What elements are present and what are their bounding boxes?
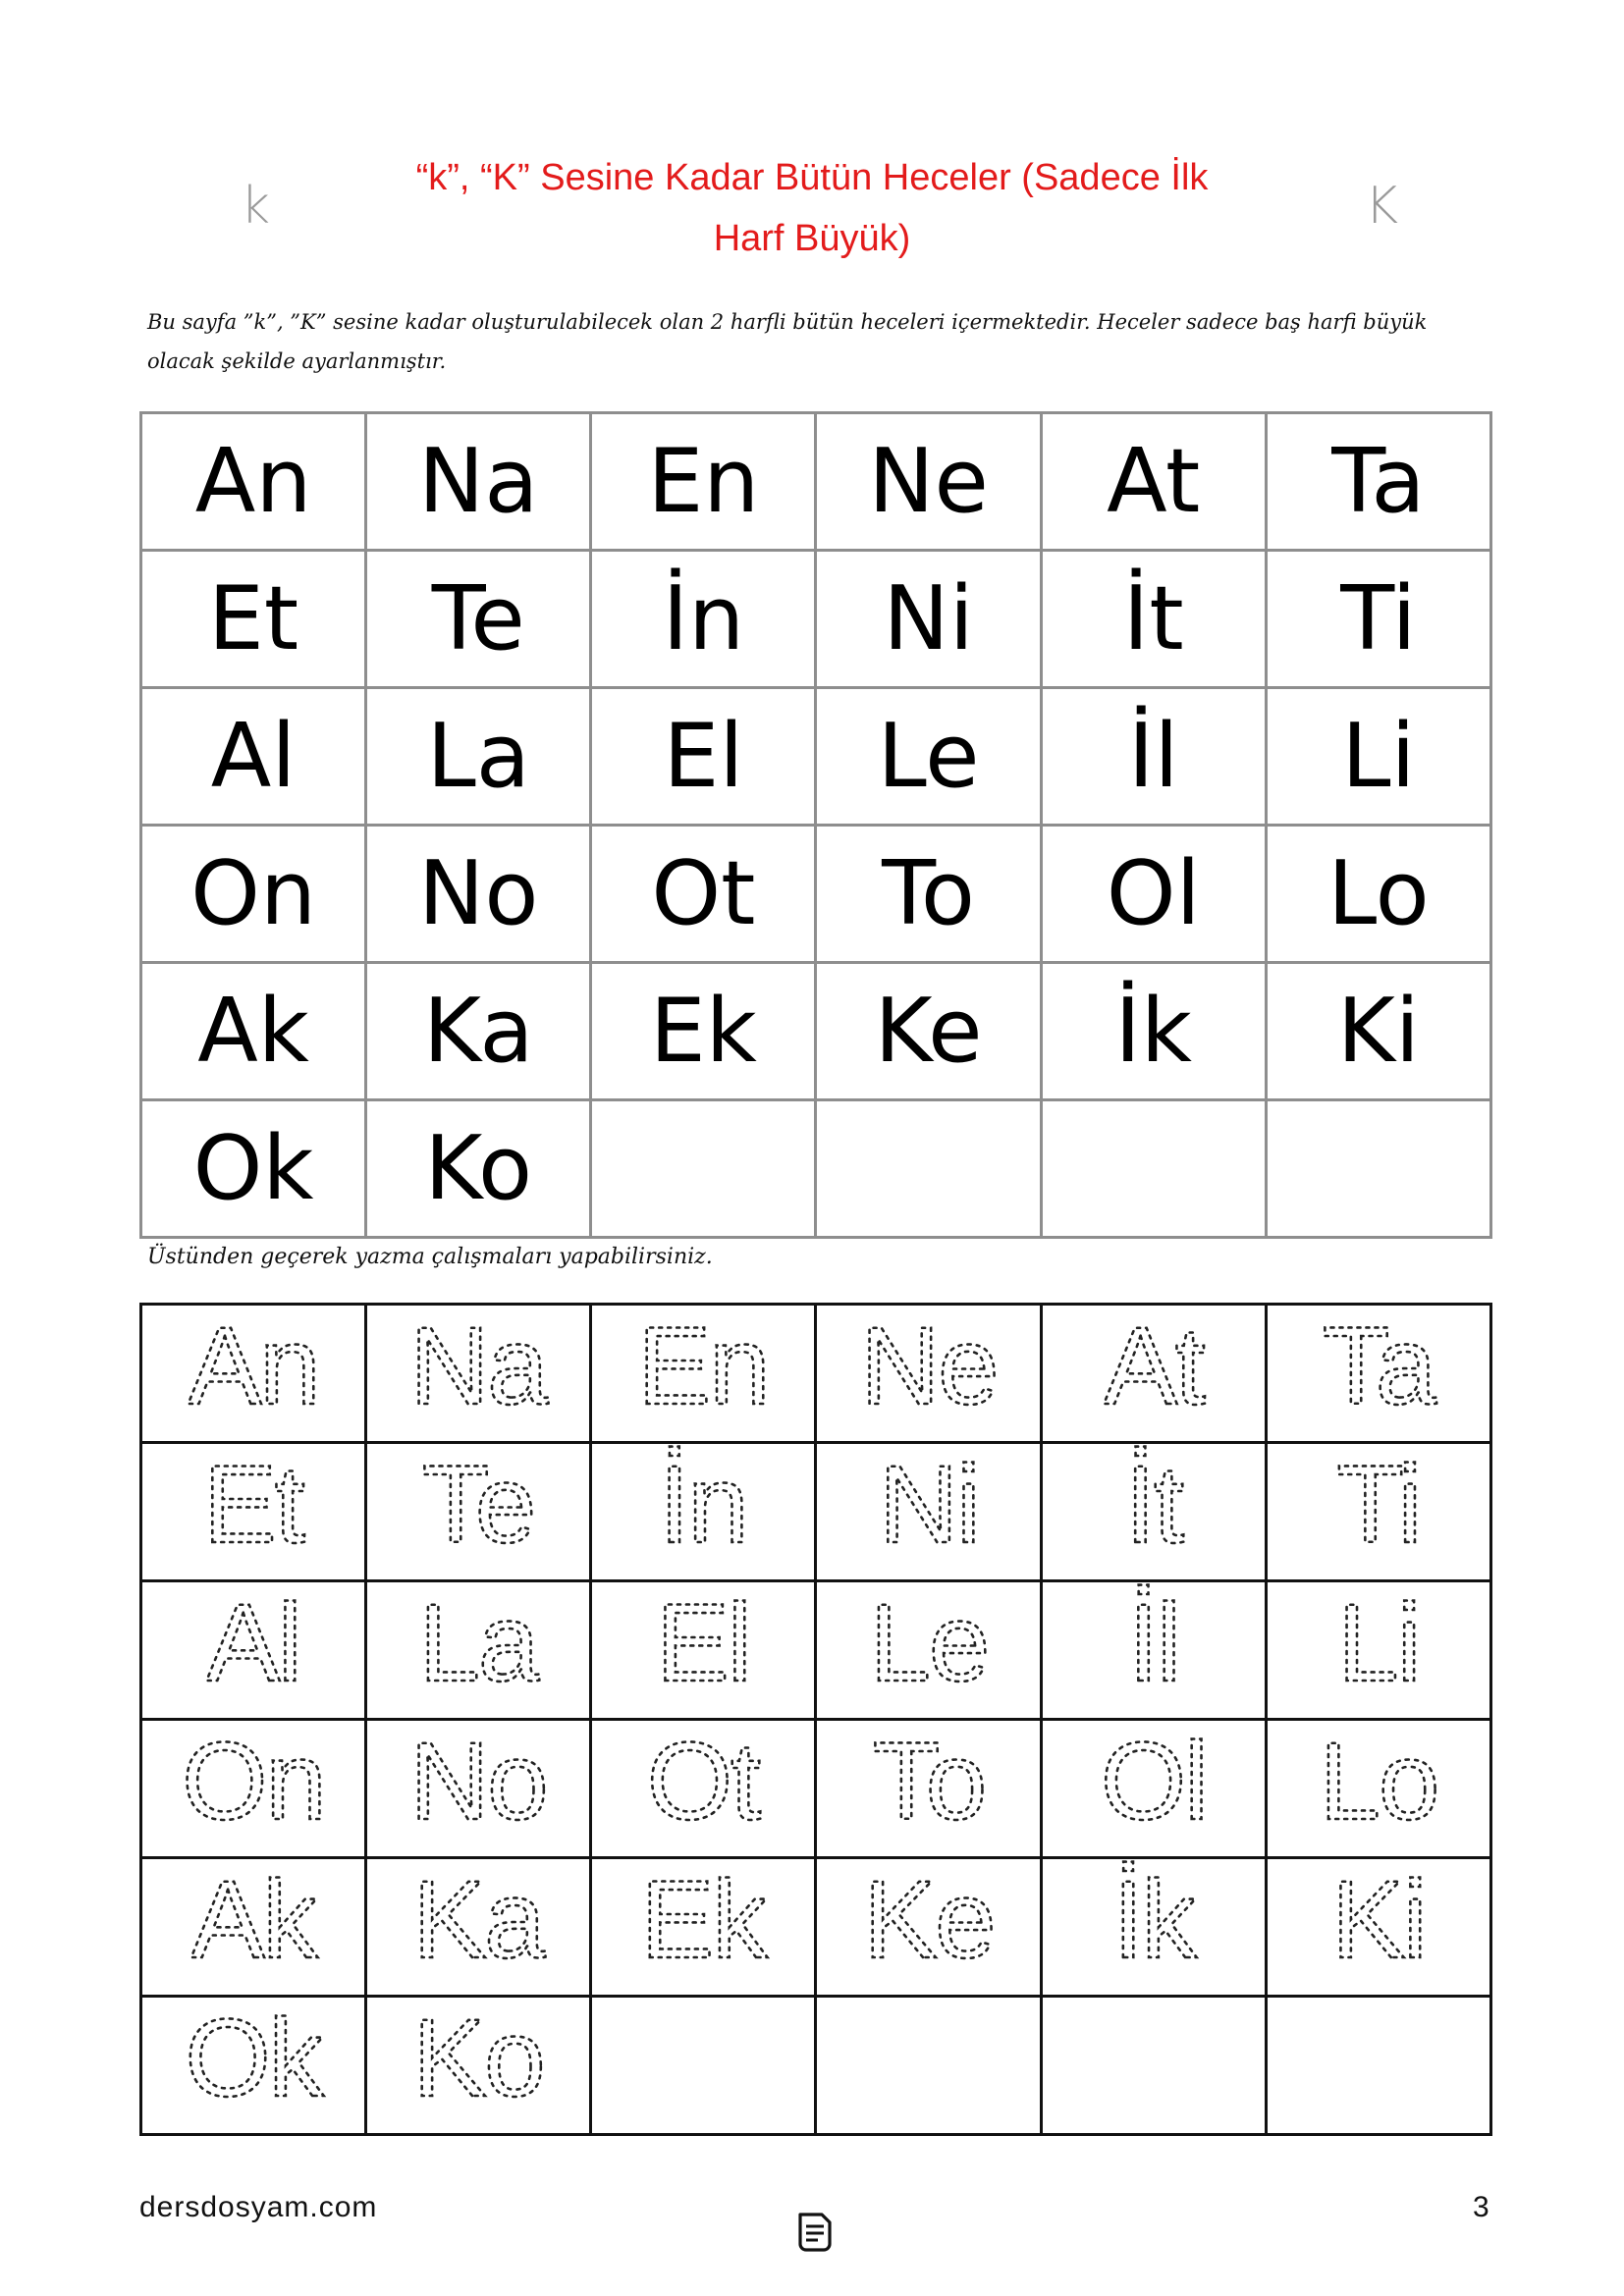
syllable-cell [366,963,591,1100]
tracing-syllable-outline [605,1444,801,1562]
syllable-row [141,688,1491,826]
syllable-cell [141,688,366,826]
tracing-syllable [380,1721,576,1856]
syllable-cell [141,1100,366,1238]
tracing-syllable-text [1128,1582,1179,1700]
syllable: Na [417,429,539,533]
tracing-syllable [155,1306,352,1441]
tracing-syllable [605,1306,801,1441]
tracing-syllable-text [641,1859,769,1977]
tracing-cell [141,1997,366,2135]
syllable: Ta [1331,429,1426,533]
tracing-cell [591,1858,816,1997]
tracing-syllable [380,1306,576,1441]
tracing-syllable-text [1112,1859,1197,1977]
tracing-syllable [831,1859,1027,1995]
tracing-syllable [831,1306,1027,1441]
tracing-syllable [380,1998,576,2133]
tracing-syllable-text [1323,1306,1437,1423]
tracing-syllable-text [419,1582,540,1700]
syllable-cell [1266,551,1490,688]
tracing-syllable-outline [1056,1444,1252,1562]
tracing-syllable [1280,1306,1477,1441]
intro-line-1: Bu sayfa ”k”, ”K” sesine kadar oluşturulabilecek olan 2 harfli bütün heceleri içermektedir. Heceler sadece baş harfi büyük [147,310,1428,334]
tracing-syllable-outline [380,1444,576,1562]
tracing-row [141,1997,1491,2135]
tracing-syllable-outline [605,1859,801,1977]
tracing-syllable-outline [380,1721,576,1839]
intro-line-2: olacak şekilde ayarlanmıştır. [147,349,447,373]
tracing-syllable [1056,1859,1252,1995]
tracing-cell [1266,1997,1490,2135]
tracing-syllable-text [872,1721,984,1839]
tracing-syllable-text [203,1444,305,1562]
tracing-syllable-outline [831,1721,1027,1839]
tracing-syllable-outline [831,1859,1027,1977]
syllable: İk [1114,979,1193,1083]
syllable-cell [816,963,1041,1100]
tracing-syllable-outline [380,1998,576,2115]
corner-letter-right: K [1365,177,1399,236]
syllable: La [426,704,530,808]
tracing-syllable-outline [831,1582,1027,1700]
tracing-syllable [1056,1444,1252,1579]
syllable-cell [366,688,591,826]
tracing-cell [1266,1443,1490,1581]
tracing-syllable-text [860,1306,997,1423]
tracing-syllable-text [863,1859,994,1977]
tracing-syllable-outline [1280,1582,1477,1700]
tracing-cell [1266,1581,1490,1720]
syllable-cell [1266,963,1490,1100]
syllable-cell [816,413,1041,551]
tracing-syllable-text [191,1859,319,1977]
tracing-syllable [155,1859,352,1995]
syllable-cell [591,413,816,551]
tracing-cell [591,1997,816,2135]
tracing-syllable-outline [155,1444,352,1562]
tracing-cell [816,1581,1041,1720]
tracing-syllable [1280,1721,1477,1856]
syllable-cell [591,1100,816,1238]
tracing-syllable [1280,1582,1477,1718]
corner-letter-left: k [241,177,271,236]
tracing-syllable-text [1320,1721,1438,1839]
syllable-cell [1266,826,1490,963]
tracing-cell [366,1720,591,1858]
tracing-syllable [1056,1582,1252,1718]
tracing-syllable-text [869,1582,988,1700]
tracing-syllable-outline [1056,1582,1252,1700]
tracing-syllable-outline [155,1582,352,1700]
tracing-syllable [1280,1444,1477,1579]
syllable: El [663,704,744,808]
syllable-cell [816,688,1041,826]
syllable-cell [141,413,366,551]
tracing-syllable [155,1721,352,1856]
syllable: At [1107,429,1201,533]
syllable: Al [210,704,297,808]
syllable: Te [431,566,525,670]
tracing-syllable-text [647,1721,761,1839]
syllable-cell [591,826,816,963]
syllable: On [190,841,317,945]
tracing-cell [591,1443,816,1581]
syllable-cell [1266,413,1490,551]
tracing-syllable-outline [831,1306,1027,1423]
syllable-cell [816,826,1041,963]
tracing-syllable-text [657,1582,751,1700]
tracing-syllable-outline [155,1306,352,1423]
tracing-cell [816,1305,1041,1443]
tracing-syllable [1056,1306,1252,1441]
tracing-cell [591,1581,816,1720]
tracing-syllable [155,1998,352,2133]
tracing-syllable-text [1337,1582,1419,1700]
tracing-syllable-text [638,1306,769,1423]
tracing-syllable-outline [605,1582,801,1700]
tracing-syllable-text [1104,1306,1206,1423]
footer-site-name: dersdosyam.com [139,2191,378,2223]
syllable-row [141,826,1491,963]
syllable-cell [366,1100,591,1238]
tracing-syllable-text [879,1444,979,1562]
intro-text [147,302,1463,381]
tracing-cell [1266,1305,1490,1443]
tracing-syllable [605,1721,801,1856]
tracing-syllable-outline [1280,1859,1477,1977]
tracing-cell [816,1443,1041,1581]
syllable: Ti [1340,566,1417,670]
syllable: No [418,841,539,945]
tracing-syllable-text [1331,1859,1426,1977]
syllable-row [141,1100,1491,1238]
tracing-cell [816,1997,1041,2135]
tracing-cell [366,1581,591,1720]
syllable: Ot [651,841,756,945]
tracing-syllable-outline [605,1721,801,1839]
document-lines-icon [791,2209,837,2254]
tracing-syllable [605,1444,801,1579]
page-header [0,137,1624,285]
tracing-cell [366,1443,591,1581]
syllable-cell [141,963,366,1100]
syllable-cell [1041,826,1266,963]
tracing-cell [816,1858,1041,1997]
tracing-cell [141,1858,366,1997]
tracing-syllable-text [206,1582,300,1700]
syllable: Et [208,566,299,670]
tracing-row [141,1858,1491,1997]
tracing-syllable-outline [380,1306,576,1423]
tracing-syllable [831,1444,1027,1579]
tracing-grid [139,1303,1492,2136]
tracing-syllable-text [413,1859,547,1977]
syllable: İn [662,566,745,670]
tracing-syllable-outline [1056,1721,1252,1839]
tracing-syllable-text [422,1444,534,1562]
syllable-row [141,413,1491,551]
syllable-row [141,963,1491,1100]
tracing-syllable-outline [1280,1306,1477,1423]
syllable: Ne [868,429,989,533]
tracing-cell [1266,1858,1490,1997]
tracing-syllable-text [410,1721,547,1839]
tracing-row [141,1581,1491,1720]
tracing-cell [141,1720,366,1858]
tracing-syllable-text [410,1306,550,1423]
tracing-syllable-outline [155,1859,352,1977]
syllable-cell [816,551,1041,688]
tracing-syllable-text [413,1998,544,2115]
tracing-syllable-text [1101,1721,1207,1839]
syllable-cell [366,826,591,963]
tracing-syllable-outline [155,1998,352,2115]
syllable: Ki [1336,979,1420,1083]
tracing-cell [1041,1443,1266,1581]
tracing-row [141,1443,1491,1581]
syllable-cell [141,551,366,688]
tracing-cell [816,1720,1041,1858]
tracing-syllable [380,1444,576,1579]
tracing-syllable-outline [1056,1859,1252,1977]
syllable: Ak [197,979,309,1083]
syllable: İl [1127,704,1179,808]
syllable-cell [591,551,816,688]
tracing-row [141,1305,1491,1443]
tracing-syllable [605,1859,801,1995]
tracing-cell [141,1305,366,1443]
tracing-syllable [380,1859,576,1995]
tracing-syllable-outline [1280,1444,1477,1562]
tracing-syllable [155,1582,352,1718]
tracing-cell [591,1305,816,1443]
tracing-syllable [831,1721,1027,1856]
syllable-grid [139,411,1492,1239]
tracing-syllable-text [660,1444,747,1562]
tracing-syllable-text [1125,1444,1184,1562]
syllable-cell [141,826,366,963]
tracing-syllable [1056,1721,1252,1856]
tracing-syllable-outline [831,1444,1027,1562]
page-title-line-1: “k”, “K” Sesine Kadar Bütün Heceler (Sadece İlk [415,157,1209,198]
syllable: Ok [192,1116,314,1220]
tracing-row [141,1720,1491,1858]
tracing-syllable-outline [1056,1306,1252,1423]
syllable: To [882,841,975,945]
page-title [353,147,1271,269]
tracing-syllable-text [1336,1444,1420,1562]
syllable-cell [591,688,816,826]
syllable: Ke [874,979,983,1083]
syllable-cell [1266,688,1490,826]
tracing-cell [1041,1858,1266,1997]
tracing-syllable [155,1444,352,1579]
syllable-cell [591,963,816,1100]
tracing-cell [1266,1720,1490,1858]
syllable-cell [1041,413,1266,551]
syllable-cell [816,1100,1041,1238]
syllable: Ka [422,979,534,1083]
tracing-syllable-text [182,1721,324,1839]
trace-caption: Üstünden geçerek yazma çalışmaları yapabilirsiniz. [147,1245,713,1269]
syllable-cell [366,413,591,551]
tracing-syllable-text [189,1306,319,1423]
syllable: Lo [1327,841,1430,945]
tracing-cell [1041,1581,1266,1720]
tracing-cell [1041,1997,1266,2135]
syllable: Ek [649,979,757,1083]
tracing-syllable [605,1582,801,1718]
syllable: Ni [883,566,974,670]
syllable-cell [366,551,591,688]
page-title-line-2: Harf Büyük) [713,218,911,259]
tracing-syllable-outline [380,1859,576,1977]
syllable: Le [877,704,980,808]
tracing-cell [366,1858,591,1997]
tracing-syllable-outline [605,1306,801,1423]
syllable-cell [1041,688,1266,826]
tracing-syllable [1280,1859,1477,1995]
syllable-row [141,551,1491,688]
tracing-cell [591,1720,816,1858]
tracing-syllable [380,1582,576,1718]
syllable: Li [1341,704,1416,808]
tracing-syllable-text [186,1998,325,2115]
tracing-cell [366,1305,591,1443]
syllable-cell [1041,963,1266,1100]
tracing-syllable [831,1582,1027,1718]
syllable: En [647,429,760,533]
syllable-cell [1041,551,1266,688]
tracing-cell [141,1581,366,1720]
tracing-syllable-outline [155,1721,352,1839]
page-number: 3 [1473,2191,1489,2223]
tracing-cell [141,1443,366,1581]
syllable-cell [1266,1100,1490,1238]
tracing-syllable-outline [380,1582,576,1700]
tracing-cell [1041,1720,1266,1858]
syllable-cell [1041,1100,1266,1238]
syllable: Ko [424,1116,533,1220]
tracing-cell [366,1997,591,2135]
syllable: İt [1122,566,1184,670]
syllable: An [194,429,312,533]
tracing-syllable-outline [1280,1721,1477,1839]
tracing-cell [1041,1305,1266,1443]
syllable: Ol [1106,841,1201,945]
